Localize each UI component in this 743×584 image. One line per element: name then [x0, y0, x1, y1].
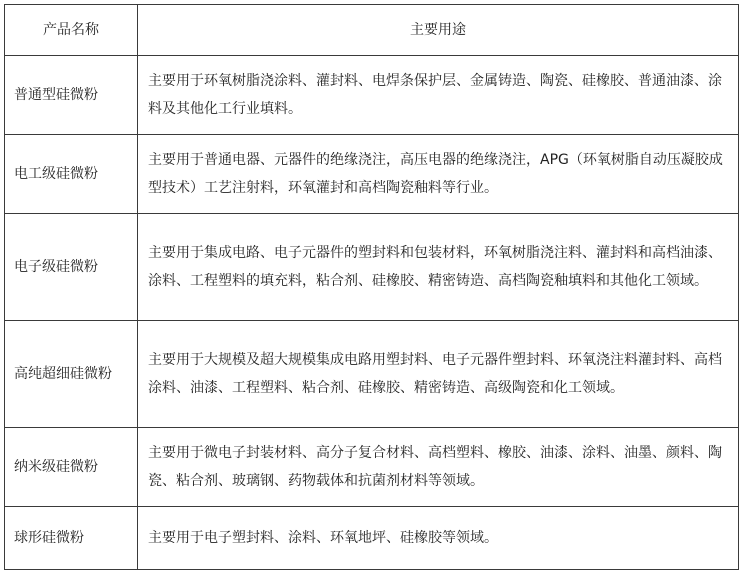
- main-use-cell: 主要用于微电子封装材料、高分子复合材料、高档塑料、橡胶、油漆、涂料、油墨、颜料、陶瓷、粘合剂、玻璃钢、药物载体和抗菌剂材料等领域。: [138, 428, 739, 507]
- product-usage-table: [4, 4, 739, 570]
- product-name-cell: 球形硅微粉: [5, 507, 138, 570]
- header-main-use: 主要用途: [138, 5, 739, 56]
- product-name-cell: 纳米级硅微粉: [5, 428, 138, 507]
- table-row: [5, 321, 739, 428]
- main-use-cell: 主要用于大规模及超大规模集成电路用塑封料、电子元器件塑封料、环氧浇注料灌封料、高档涂料、油漆、工程塑料、粘合剂、硅橡胶、精密铸造、高级陶瓷和化工领域。: [138, 321, 739, 428]
- product-name-cell: 高纯超细硅微粉: [5, 321, 138, 428]
- product-name-cell: 电子级硅微粉: [5, 214, 138, 321]
- main-use-cell: 主要用于普通电器、元器件的绝缘浇注，高压电器的绝缘浇注，APG（环氧树脂自动压凝胶成型技术）工艺注射料，环氧灌封和高档陶瓷釉料等行业。: [138, 135, 739, 214]
- table-row: [5, 135, 739, 214]
- header-product-name: 产品名称: [5, 5, 138, 56]
- main-use-cell: 主要用于环氧树脂浇涂料、灌封料、电焊条保护层、金属铸造、陶瓷、硅橡胶、普通油漆、涂料及其他化工行业填料。: [138, 56, 739, 135]
- table-row: [5, 214, 739, 321]
- table-row: [5, 428, 739, 507]
- product-usage-table-wrapper: [4, 4, 738, 570]
- table-row: [5, 56, 739, 135]
- table-header-row: [5, 5, 739, 56]
- table-row: [5, 507, 739, 570]
- main-use-cell: 主要用于集成电路、电子元器件的塑封料和包装材料，环氧树脂浇注料、灌封料和高档油漆、涂料、工程塑料的填充料，粘合剂、硅橡胶、精密铸造、高档陶瓷釉填料和其他化工领域。: [138, 214, 739, 321]
- product-name-cell: 普通型硅微粉: [5, 56, 138, 135]
- main-use-cell: 主要用于电子塑封料、涂料、环氧地坪、硅橡胶等领域。: [138, 507, 739, 570]
- product-name-cell: 电工级硅微粉: [5, 135, 138, 214]
